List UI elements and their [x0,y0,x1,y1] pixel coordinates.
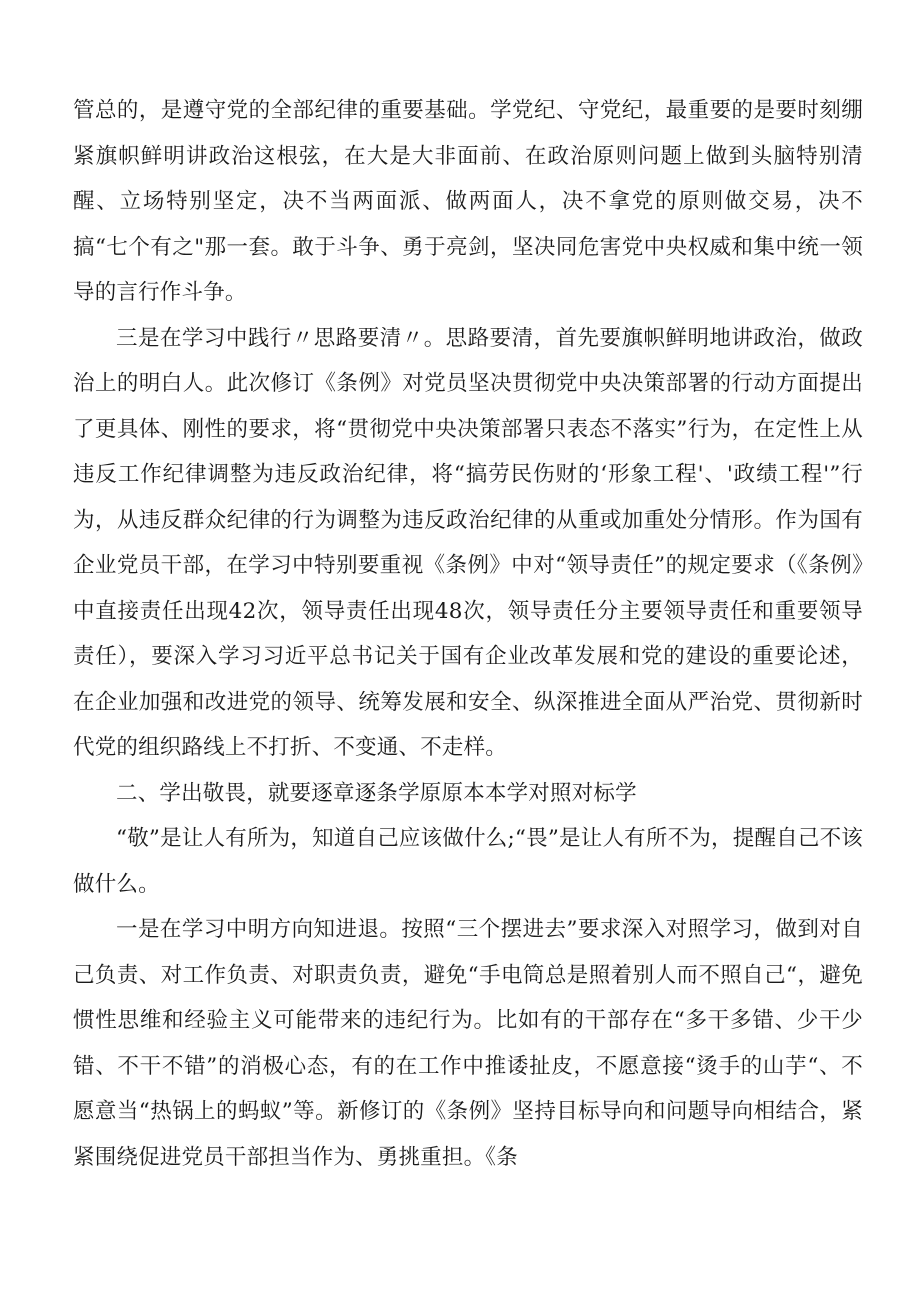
paragraph-reverence-definition: “敬”是让人有所为，知道自己应该做什么;“畏”是让人有所不为，提醒自己不该做什么。 [73,826,863,897]
paragraph-political-discipline: 管总的，是遵守党的全部纪律的重要基础。学党纪、守党纪，最重要的是要时刻绷紧旗帜鲜明讲政治这根弦，在大是大非面前、在政治原则问题上做到头脑特别清醒、立场特别坚定，决不当两面派、做两面人，决不拿党的原则做交易，决不搞“七个有之"那一套。敢于斗争、勇于亮剑，坚决同危害党中央权威和集中统一领导的言行作斗争。 [73,98,863,305]
document-page [73,88,863,1180]
section-heading-reverence: 二、学出敬畏，就要逐章逐条学原原本本学对照对标学 [116,780,637,806]
paragraph-direction: 一是在学习中明方向知进退。按照“三个摆进去”要求深入对照学习，做到对自己负责、对工作负责、对职责负责，避免“手电筒总是照着别人而不照自己“，避免惯性思维和经验主义可能带来的违纪行为。比如有的干部存在“多干多错、少干少错、不干不错”的消极心态，有的在工作中推诿扯皮，不愿意接“烫手的山芋“、不愿意当“热锅上的蚂蚁”等。新修订的《条例》坚持目标导向和问题导向相结合，紧紧围绕促进党员干部担当作为、勇挑重担。《条 [73,917,863,1170]
paragraph-clear-thinking: 三是在学习中践行〃思路要清〃。思路要清，首先要旗帜鲜明地讲政治，做政治上的明白人。此次修订《条例》对党员坚决贯彻党中央决策部署的行动方面提出了更具体、刚性的要求，将“贯彻党中央决策部署只表态不落实”行为，在定性上从违反工作纪律调整为违反政治纪律，将“搞劳民伤财的‘形象工程'、'政绩工程'”行为，从违反群众纪律的行为调整为违反政治纪律的从重或加重处分情形。作为国有企业党员干部，在学习中特别要重视《条例》中对“领导责任”的规定要求（《条例》中直接责任出现42次，领导责任出现48次，领导责任分主要领导责任和重要领导责任），要深入学习习近平总书记关于国有企业改革发展和党的建设的重要论述，在企业加强和改进党的领导、统筹发展和安全、纵深推进全面从严治党、贯彻新时代党的组织路线上不打折、不变通、不走样。 [73,325,863,760]
